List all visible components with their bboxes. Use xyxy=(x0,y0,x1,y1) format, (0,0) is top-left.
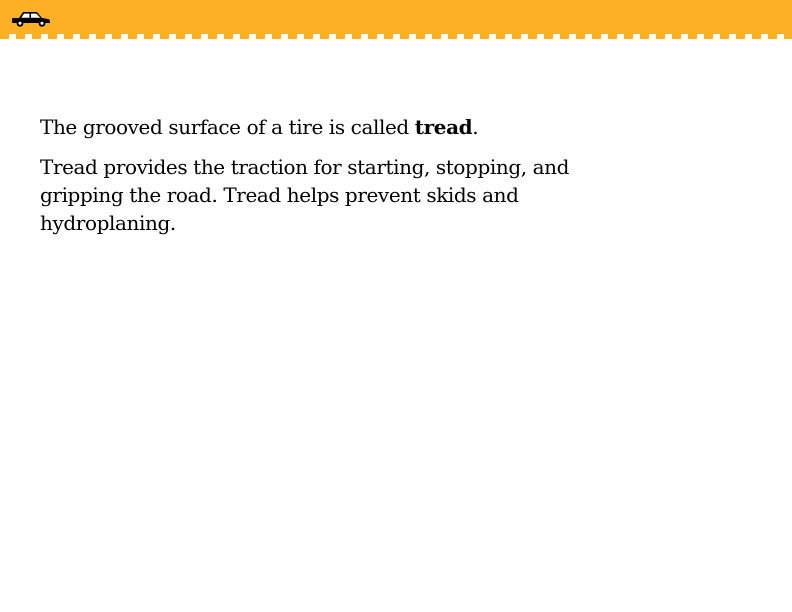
banner-edge-dash xyxy=(560,34,569,39)
banner-edge-dash xyxy=(656,34,665,39)
banner-edge-dash xyxy=(464,34,473,39)
banner-edge-dash xyxy=(768,34,777,39)
banner-edge-dash xyxy=(608,34,617,39)
banner-edge-dash xyxy=(624,34,633,39)
banner-edge-dash xyxy=(480,34,489,39)
banner-edge-dash xyxy=(640,34,649,39)
banner-edge-dash xyxy=(96,34,105,39)
banner-edge-dash xyxy=(688,34,697,39)
banner-edge-dash xyxy=(528,34,537,39)
banner-edge-dash xyxy=(16,34,25,39)
banner-edge-dash xyxy=(384,34,393,39)
banner-edge-dash xyxy=(144,34,153,39)
banner-edge-dash xyxy=(64,34,73,39)
banner-edge-dash xyxy=(416,34,425,39)
banner-edge-dash xyxy=(80,34,89,39)
banner-edge-dash xyxy=(256,34,265,39)
banner-edge-dash xyxy=(352,34,361,39)
banner-edge-dash xyxy=(336,34,345,39)
banner-edge-dash xyxy=(176,34,185,39)
banner-edge-dash xyxy=(496,34,505,39)
term-tread: tread xyxy=(414,115,473,139)
banner-edge-dash xyxy=(48,34,57,39)
banner-edge-dash xyxy=(672,34,681,39)
banner-edge-dash xyxy=(400,34,409,39)
banner-edge-dash xyxy=(208,34,217,39)
banner-edge-dash xyxy=(304,34,313,39)
banner-fill xyxy=(0,0,792,34)
banner-edge-dash xyxy=(448,34,457,39)
banner-edge-dash xyxy=(720,34,729,39)
banner-edge-dash xyxy=(320,34,329,39)
banner-edge-dash xyxy=(272,34,281,39)
banner-edge-dash xyxy=(192,34,201,39)
banner-edge-dash xyxy=(784,34,792,39)
banner-edge-dash xyxy=(160,34,169,39)
banner-dashed-edge xyxy=(0,34,792,39)
banner-edge-dash xyxy=(368,34,377,39)
banner-edge-dash xyxy=(736,34,745,39)
banner-edge-dash xyxy=(544,34,553,39)
banner-edge-dash xyxy=(704,34,713,39)
banner-edge-dash xyxy=(576,34,585,39)
description-paragraph: Tread provides the traction for starting, stopping, and gripping the road. Tread helps prevent skids and hydroplaning. xyxy=(40,155,570,235)
banner-edge-dash xyxy=(0,34,9,39)
definition-paragraph xyxy=(40,113,580,141)
banner-edge-dash xyxy=(752,34,761,39)
car-icon xyxy=(11,9,51,27)
banner-edge-dash xyxy=(128,34,137,39)
definition-text: The grooved surface of a tire is called xyxy=(40,115,415,139)
banner-edge-dash xyxy=(240,34,249,39)
definition-period: . xyxy=(472,115,479,139)
banner-edge-dash xyxy=(512,34,521,39)
banner-edge-dash xyxy=(432,34,441,39)
header-banner-shape xyxy=(0,0,792,42)
header-banner xyxy=(0,0,792,42)
banner-edge-dash xyxy=(592,34,601,39)
banner-edge-dash xyxy=(288,34,297,39)
banner-edge-dash xyxy=(224,34,233,39)
banner-edge-dash xyxy=(32,34,41,39)
slide-body xyxy=(40,113,580,249)
banner-edge-dash xyxy=(112,34,121,39)
